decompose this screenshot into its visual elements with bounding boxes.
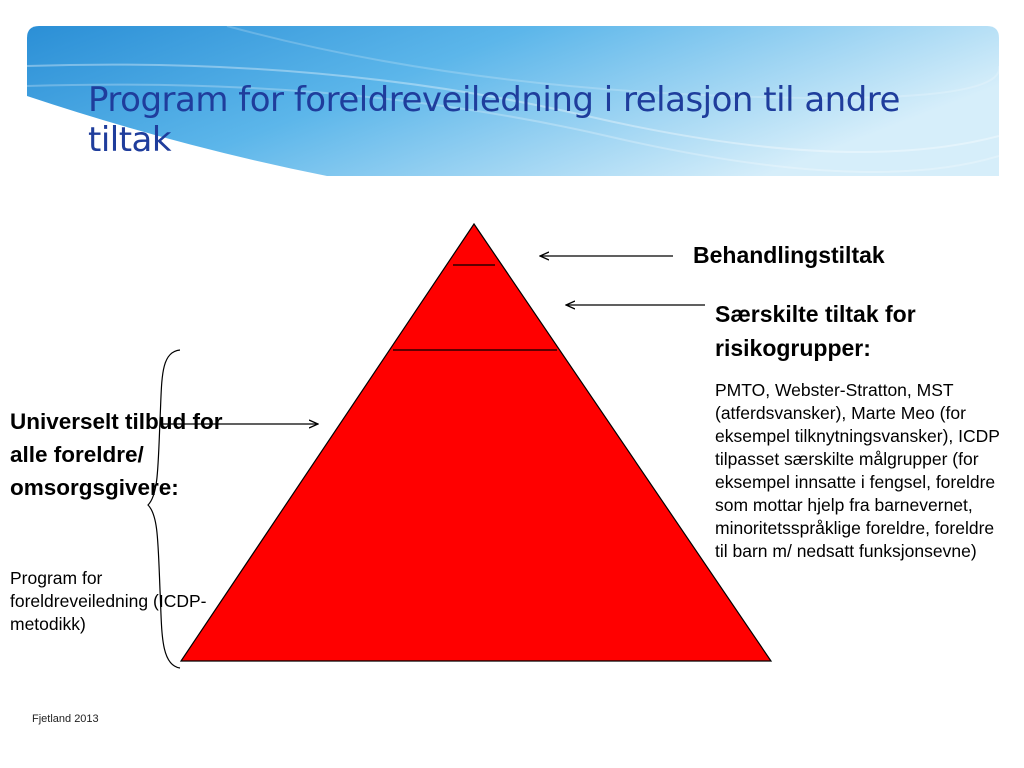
pyramid xyxy=(181,224,771,661)
heading-universelt-tilbud: Universelt tilbud for alle foreldre/ omsorgsgivere: xyxy=(10,409,223,500)
heading-saerskilte-tiltak: Særskilte tiltak for risikogrupper: xyxy=(715,301,916,361)
text-saerskilte-tiltak: PMTO, Webster-Stratton, MST (atferdsvansker), Marte Meo (for eksempel tilknytningsvansker), ICDP tilpasset særskilte målgrupper (for eksempel innsatte i fengsel, foreldre som mottar hjelp fra barnevernet, minoritetsspråklige foreldre, foreldre til barn m/ nedsatt funksjonsevne) xyxy=(715,380,1000,561)
label-behandlingstiltak: Behandlingstiltak xyxy=(693,242,885,268)
footer-credit: Fjetland 2013 xyxy=(32,713,99,725)
text-universelt-tilbud: Program for foreldreveiledning (ICDP-metodikk) xyxy=(10,568,207,634)
slide-title: Program for foreldreveiledning i relasjon til andre tiltak xyxy=(88,80,900,160)
